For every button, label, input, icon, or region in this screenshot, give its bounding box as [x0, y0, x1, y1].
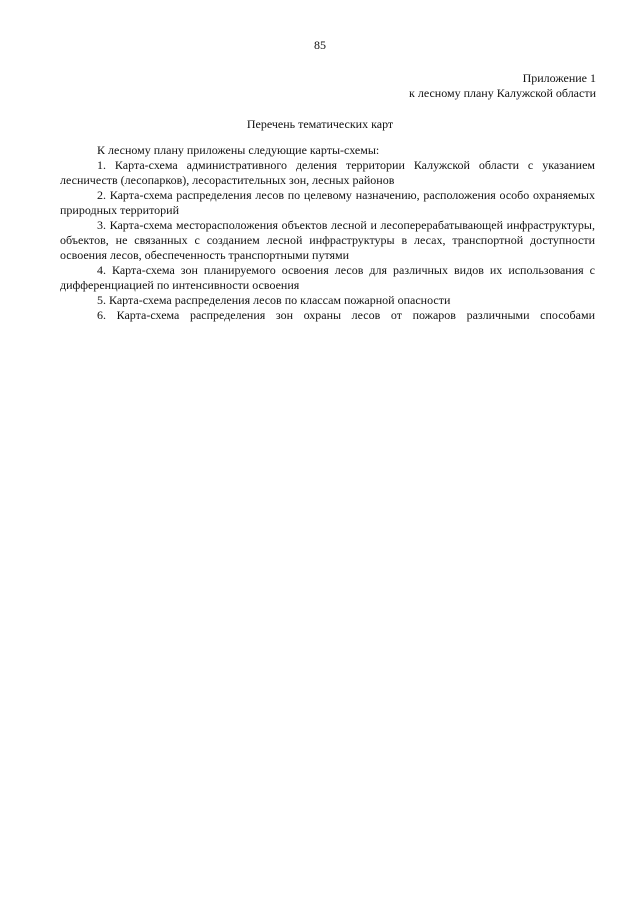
- appendix-line-1: Приложение 1: [522, 71, 596, 85]
- list-item-2: 2. Карта-схема распределения лесов по целевому назначению, расположения особо охраняемых природных территорий: [60, 188, 595, 217]
- intro-paragraph: К лесному плану приложены следующие карты-схемы:: [97, 143, 380, 157]
- list-item-4: 4. Карта-схема зон планируемого освоения лесов для различных видов их использования с дифференциацией по интенсивности освоения: [60, 263, 595, 292]
- page-number: 85: [314, 38, 326, 52]
- appendix-line-2: к лесному плану Калужской области: [409, 86, 596, 100]
- list-item-6: 6. Карта-схема распределения зон охраны лесов от пожаров различными способами: [97, 308, 595, 322]
- list-item-5: 5. Карта-схема распределения лесов по классам пожарной опасности: [97, 293, 451, 307]
- document-title: Перечень тематических карт: [246, 117, 394, 131]
- appendix-reference: [409, 71, 596, 101]
- list-item-3: 3. Карта-схема месторасположения объектов лесной и лесоперерабатывающей инфраструктуры, объектов, не связанных с созданием лесной инфраструктуры в лесах, транспортной доступности освоения лесов, обеспеченность транспортными путями: [60, 218, 595, 262]
- list-item-1: 1. Карта-схема административного деления территории Калужской области с указанием лесничеств (лесопарков), лесорастительных зон, лесных районов: [60, 158, 595, 187]
- document-body: [60, 143, 595, 323]
